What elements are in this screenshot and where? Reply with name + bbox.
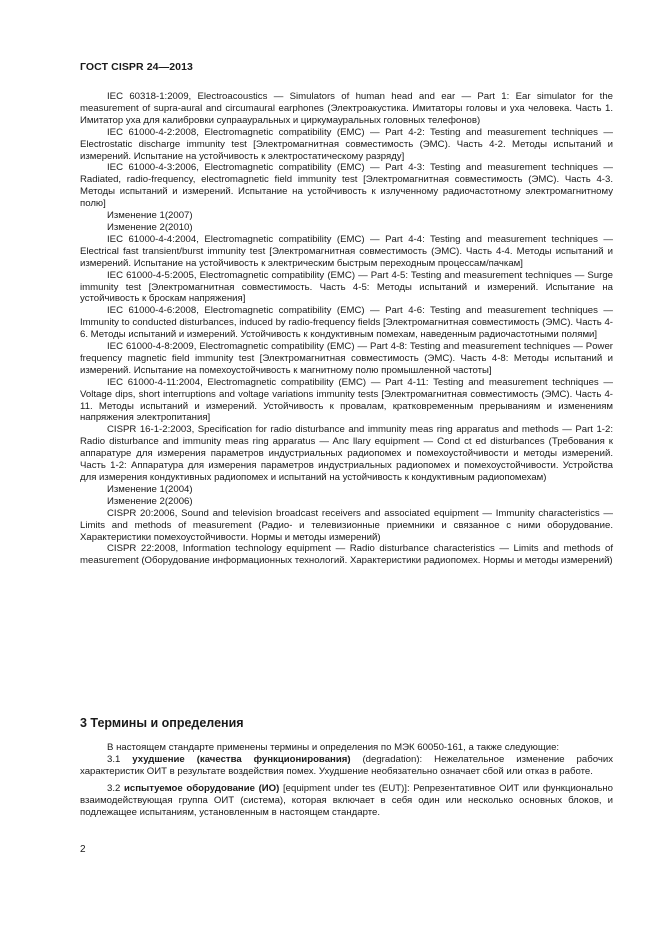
terms-definitions <box>80 742 613 818</box>
reference-item: IEC 61000-4-4:2004, Electromagnetic compatibility (EMC) — Part 4-4: Testing and measurement techniques — Electrical fast transient/burst immunity test [Электромагнитная совместимость (ЭМС). Часть 4-4. Методы испытаний и измерений. Испытание на устойчивость к электрическим быстрым переходным процессам/пачкам] <box>80 233 613 269</box>
term-number: 3.1 <box>107 753 121 765</box>
reference-item: IEC 61000-4-11:2004, Electromagnetic compatibility (EMC) — Part 4-11: Testing and measurement techniques — Voltage dips, short interruptions and voltage variations immunity tests [Электромагнитная совместимость (ЭМС). Часть 4-11. Методы испытаний и измерений. Устойчивость к провалам, кратковременным прерываниям и изменениям напряжения электропитания] <box>80 376 613 424</box>
reference-item: CISPR 22:2008, Information technology equipment — Radio disturbance characteristics — Limits and methods of measurement (Оборудование информационных технологий. Характеристики радиопомех. Нормы и методы измерений) <box>80 543 613 567</box>
amendment-item: Изменение 1(2004) <box>107 483 193 495</box>
reference-item: IEC 61000-4-6:2008, Electromagnetic compatibility (EMC) — Part 4-6: Testing and measurement techniques — Immunity to conducted disturbances, induced by radio-frequency fields [Электромагнитная совместимость (ЭМС). Часть 4-6. Методы испытаний и измерений. Устойчивость к кондуктивным помехам, наведенным радиочастотными полями] <box>80 305 613 341</box>
normative-references-list <box>80 91 613 567</box>
term-entry <box>80 754 613 778</box>
section-heading: 3 Термины и определения <box>80 716 244 730</box>
amendment-item: Изменение 1(2007) <box>107 210 193 222</box>
reference-item: IEC 60318-1:2009, Electroacoustics — Simulators of human head and ear — Part 1: Ear simulator for the measurement of supra-aural and circumaural earphones (Электроакустика. Имитаторы головы и уха человека. Часть 1. Имитатор уха для калибровки супраауральных и циркумауральных головных телефонов) <box>80 91 613 126</box>
term-name: ухудшение (качества функционирования) <box>132 753 351 765</box>
reference-item: CISPR 20:2006, Sound and television broadcast receivers and associated equipment — Immunity characteristics — Limits and methods of measurement (Радио- и телевизионные приемники и связанное с ними оборудование. Характеристики помехоустойчивости. Нормы и методы измерений) <box>80 507 613 543</box>
term-name: испытуемое оборудование (ИО) <box>124 782 280 794</box>
term-entry <box>80 783 613 819</box>
reference-item: IEC 61000-4-5:2005, Electromagnetic compatibility (EMC) — Part 4-5: Testing and measurement techniques — Surge immunity test [Электромагнитная совместимость. Часть 4-5: Методы испытаний и измерений. Испытание на устойчивость к броскам напряжения] <box>80 269 613 305</box>
amendment-item: Изменение 2(2010) <box>107 221 193 233</box>
reference-item: IEC 61000-4-8:2009, Electromagnetic compatibility (EMC) — Part 4-8: Testing and measurement techniques — Power frequency magnetic field immunity test [Электромагнитная совместимость (ЭМС). Часть 4-8: Методы испытаний и измерений. Испытание на помехоустойчивость к магнитному полю промышленной частоты] <box>80 341 613 376</box>
reference-item: CISPR 16-1-2:2003, Specification for radio disturbance and immunity meas ring apparatus and methods — Part 1-2: Radio disturbance and immunity meas ring apparatus — Anc llary equipment — Cond ct ed disturbances (Требования к аппаратуре для измерения параметров индустриальных радиопомех и помехоустойчивости и методы измерений. Часть 1-2: Аппаратура для измерения параметров индустриальных радиопомех и помехоустойчивости. Устройства для измерения кондуктивных радиопомех и испытаний на устойчивость к кондуктивным радиопомехам) <box>80 424 613 483</box>
running-header: ГОСТ CISPR 24—2013 <box>80 61 193 73</box>
page-number: 2 <box>80 844 86 855</box>
term-definition: [equipment under tes (EUT)]: Репрезентативное ОИТ или функционально взаимодействующая группа ОИТ (система), которая включает в себя один или несколько основных блоков, и подлежащее испытаниям, установленным в настоящем стандарте. <box>80 782 614 818</box>
amendment-item: Изменение 2(2006) <box>107 495 193 507</box>
term-definition: (degradation): Нежелательное изменение рабочих характеристик ОИТ в результате воздействия помех. Ухудшение необязательно означает сбой или отказ в работе. <box>80 753 614 777</box>
terms-intro: В настоящем стандарте применены термины и определения по МЭК 60050-161, а также следующие: <box>107 742 560 753</box>
reference-item: IEC 61000-4-2:2008, Electromagnetic compatibility (EMC) — Part 4-2: Testing and measurement techniques — Electrostatic discharge immunity test [Электромагнитная совместимость (ЭМС). Часть 4-2. Методы испытаний и измерений. Испытание на устойчивость к электростатическому разряду] <box>80 126 613 162</box>
reference-item: IEC 61000-4-3:2006, Electromagnetic compatibility (EMC) — Part 4-3: Testing and measurement techniques — Radiated, radio-frequency, electromagnetic field immunity test [Электромагнитная совместимость (ЭМС). Часть 4-3. Методы испытаний и измерений. Испытание на устойчивость к излученному радиочастотному электромагнитному полю] <box>80 162 613 210</box>
term-number: 3.2 <box>107 782 121 794</box>
